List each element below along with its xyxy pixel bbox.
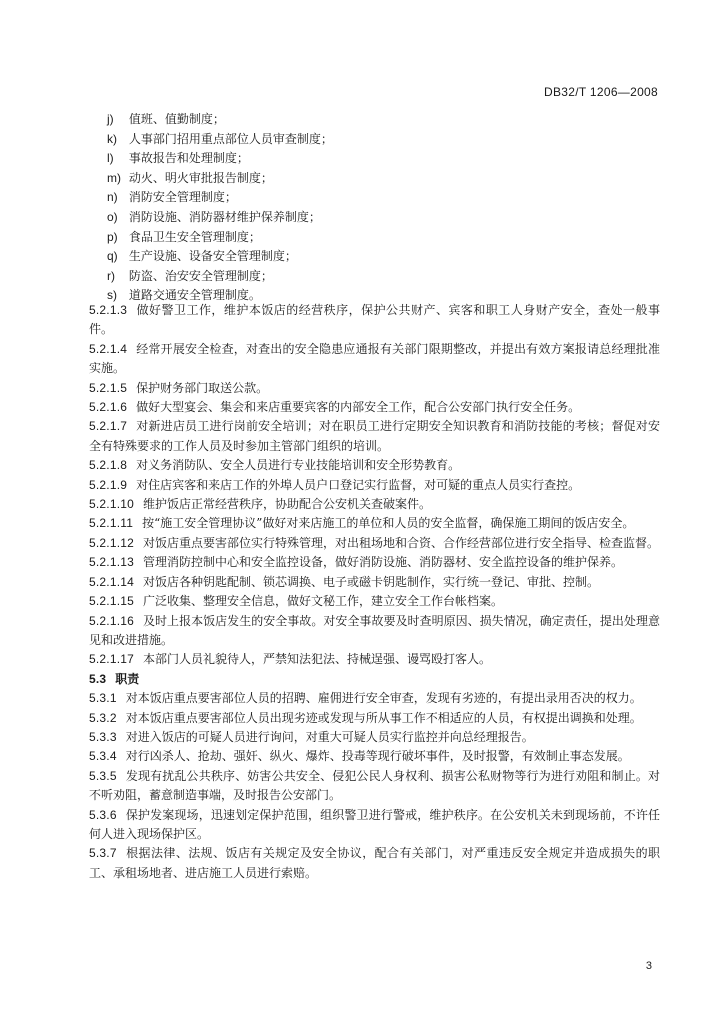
clause-paragraph	[89, 709, 660, 728]
clause-paragraph	[89, 553, 660, 572]
clause-paragraph	[89, 476, 660, 495]
list-item-text: 食品卫生安全管理制度；	[128, 229, 261, 244]
clause-paragraph	[89, 728, 660, 747]
clause-text: 对饭店各种钥匙配制、锁芯调换、电子或磁卡钥匙制作，实行统一登记、审批、控制。	[142, 574, 599, 589]
clause-paragraph	[89, 573, 660, 592]
clause-text: 对新进店员工进行岗前安全培训；对在职员工进行定期安全知识教育和消防技能的考核；督促对安全有特殊要求的工作人员及时参加主管部门组织的培训。	[89, 419, 660, 453]
clause-number: 5.2.1.17	[89, 652, 134, 667]
list-item-text: 事故报告和处理制度；	[128, 151, 249, 166]
list-item	[107, 247, 667, 267]
clause-text: 做好大型宴会、集会和来店重要宾客的内部安全工作，配合公安部门执行安全任务。	[136, 400, 581, 415]
clause-text: 对行凶杀人、抢劫、强奸、纵火、爆炸、投毒等现行破坏事件，及时报警，有效制止事态发展。	[125, 749, 630, 764]
clause-paragraph	[89, 767, 660, 806]
list-item-marker: m)	[107, 170, 121, 185]
clause-text: 根据法律、法规、饭店有关规定及安全协议，配合有关部门，对严重违反安全规定并造成损失的职工、承租场地者、进店施工人员进行索赔。	[89, 846, 660, 880]
clause-paragraph	[89, 689, 660, 708]
list-item-text: 防盗、治安安全管理制度；	[128, 268, 273, 283]
list-item-marker: j)	[107, 112, 114, 126]
clause-paragraph	[89, 417, 660, 456]
clause-paragraph	[89, 844, 660, 883]
list-item-text: 道路交通安全管理制度。	[128, 288, 261, 303]
clause-paragraph	[89, 612, 660, 651]
clause-number: 5.2.1.9	[89, 477, 128, 492]
clause-text: 保护财务部门取送公款。	[136, 380, 269, 395]
list-item-marker: p)	[107, 229, 118, 244]
clause-number: 5.2.1.10	[89, 497, 134, 512]
clause-paragraph	[89, 747, 660, 766]
clause-text: 职责	[115, 671, 140, 686]
list-item-marker: q)	[107, 249, 118, 264]
clause-text: 对本饭店重点要害部位人员出现劣迹或发现与所从事工作不相适应的人员，有权提出调换和处理。	[125, 710, 642, 725]
clause-paragraph	[89, 379, 660, 398]
clause-paragraph	[89, 340, 660, 379]
list-item-marker: l)	[107, 151, 114, 166]
clause-paragraph	[89, 398, 660, 417]
clause-number: 5.3.2	[89, 710, 117, 725]
clause-number: 5.2.1.12	[89, 535, 134, 550]
list-item-marker: r)	[107, 268, 115, 283]
list-item	[107, 130, 667, 150]
clause-number: 5.2.1.4	[89, 341, 128, 356]
clause-text: 本部门人员礼貌待人，严禁知法犯法、持械逞强、谩骂殴打客人。	[142, 652, 491, 667]
clause-text: 按“施工安全管理协议”做好对来店施工的单位和人员的安全监督，确保施工期间的饭店安全。	[142, 516, 635, 531]
clause-text: 对义务消防队、安全人员进行专业技能培训和安全形势教育。	[136, 458, 461, 473]
list-item-marker: o)	[107, 209, 118, 224]
clause-text: 对进入饭店的可疑人员进行询问，对重大可疑人员实行监控并向总经理报告。	[125, 729, 534, 744]
list-item	[107, 188, 667, 208]
list-item	[107, 267, 667, 287]
list-item	[107, 208, 667, 228]
clause-paragraph	[89, 650, 660, 669]
clause-text: 及时上报本饭店发生的安全事故。对安全事故要及时查明原因、损失情况，确定责任，提出处理意见和改进措施。	[89, 613, 660, 647]
list-item-text: 值班、值勤制度；	[128, 112, 225, 126]
clause-number: 5.3.6	[89, 807, 117, 822]
clause-paragraph	[89, 301, 660, 340]
list-item	[107, 228, 667, 248]
regulation-list	[107, 110, 667, 306]
clause-number: 5.2.1.3	[89, 303, 128, 317]
clause-text: 经常开展安全检查，对查出的安全隐患应通报有关部门限期整改，并提出有效方案报请总经理批准实施。	[89, 341, 660, 376]
clause-text: 对饭店重点要害部位实行特殊管理，对出租场地和合资、合作经营部位进行安全指导、检查监督。	[142, 535, 659, 550]
clause-paragraph	[89, 456, 660, 475]
clause-text: 管理消防控制中心和安全监控设备，做好消防设施、消防器材、安全监控设备的维护保养。	[142, 555, 623, 570]
clause-paragraph	[89, 806, 660, 845]
document-standard-number: DB32/T 1206—2008	[544, 85, 658, 99]
clause-paragraph	[89, 514, 660, 533]
clause-number: 5.2.1.5	[89, 380, 128, 395]
clause-number: 5.2.1.14	[89, 574, 134, 589]
clause-number: 5.2.1.15	[89, 594, 134, 609]
clause-text: 对住店宾客和来店工作的外埠人员户口登记实行监督，对可疑的重点人员实行查控。	[136, 477, 581, 492]
list-item	[107, 169, 667, 189]
clause-text: 对本饭店重点要害部位人员的招聘、雇佣进行安全审查，发现有劣迹的，有提出录用否决的权力。	[125, 691, 642, 706]
list-item-text: 消防设施、消防器材维护保养制度；	[128, 209, 321, 224]
clause-number: 5.3.1	[89, 691, 117, 706]
clause-number: 5.2.1.13	[89, 555, 134, 570]
clause-number: 5.3.7	[89, 846, 117, 861]
list-item-marker: n)	[107, 190, 118, 205]
clause-number: 5.3.4	[89, 749, 117, 764]
list-item-marker: s)	[107, 288, 117, 303]
list-item	[107, 149, 667, 169]
clause-number: 5.2.1.8	[89, 458, 128, 473]
clause-text: 做好警卫工作，维护本饭店的经营秩序，保护公共财产、宾客和职工人身财产安全，查处一般事件。	[89, 303, 660, 337]
clause-number: 5.2.1.6	[89, 400, 128, 415]
clause-number: 5.3.3	[89, 729, 117, 744]
clause-number: 5.2.1.7	[89, 419, 128, 434]
clause-paragraph	[89, 592, 660, 611]
clause-number: 5.2.1.11	[89, 516, 134, 531]
document-body	[89, 301, 660, 883]
list-item-text: 人事部门招用重点部位人员审查制度；	[128, 131, 333, 146]
list-item-text: 动火、明火审批报告制度；	[128, 170, 273, 185]
clause-number: 5.3.5	[89, 768, 117, 783]
clause-text: 维护饭店正常经营秩序，协助配合公安机关查破案件。	[142, 497, 431, 512]
clause-number: 5.2.1.16	[89, 613, 134, 628]
clause-number: 5.3	[89, 671, 107, 686]
clause-text: 广泛收集、整理安全信息，做好文秘工作，建立安全工作台帐档案。	[142, 594, 503, 609]
page-number: 3	[645, 960, 652, 972]
clause-paragraph	[89, 495, 660, 514]
section-heading	[89, 670, 660, 689]
list-item-marker: k)	[107, 131, 117, 146]
clause-paragraph	[89, 534, 660, 553]
clause-text: 发现有扰乱公共秩序、妨害公共安全、侵犯公民人身权利、损害公私财物等行为进行劝阻和制止。对不听劝阻，蓄意制造事端，及时报告公安部门。	[89, 768, 660, 803]
clause-text: 保护发案现场，迅速划定保护范围，组织警卫进行警戒，维护秩序。在公安机关未到现场前，不许任何人进入现场保护区。	[89, 807, 660, 841]
list-item-text: 消防安全管理制度；	[128, 190, 237, 205]
list-item-text: 生产设施、设备安全管理制度；	[128, 249, 297, 264]
list-item	[107, 110, 667, 130]
